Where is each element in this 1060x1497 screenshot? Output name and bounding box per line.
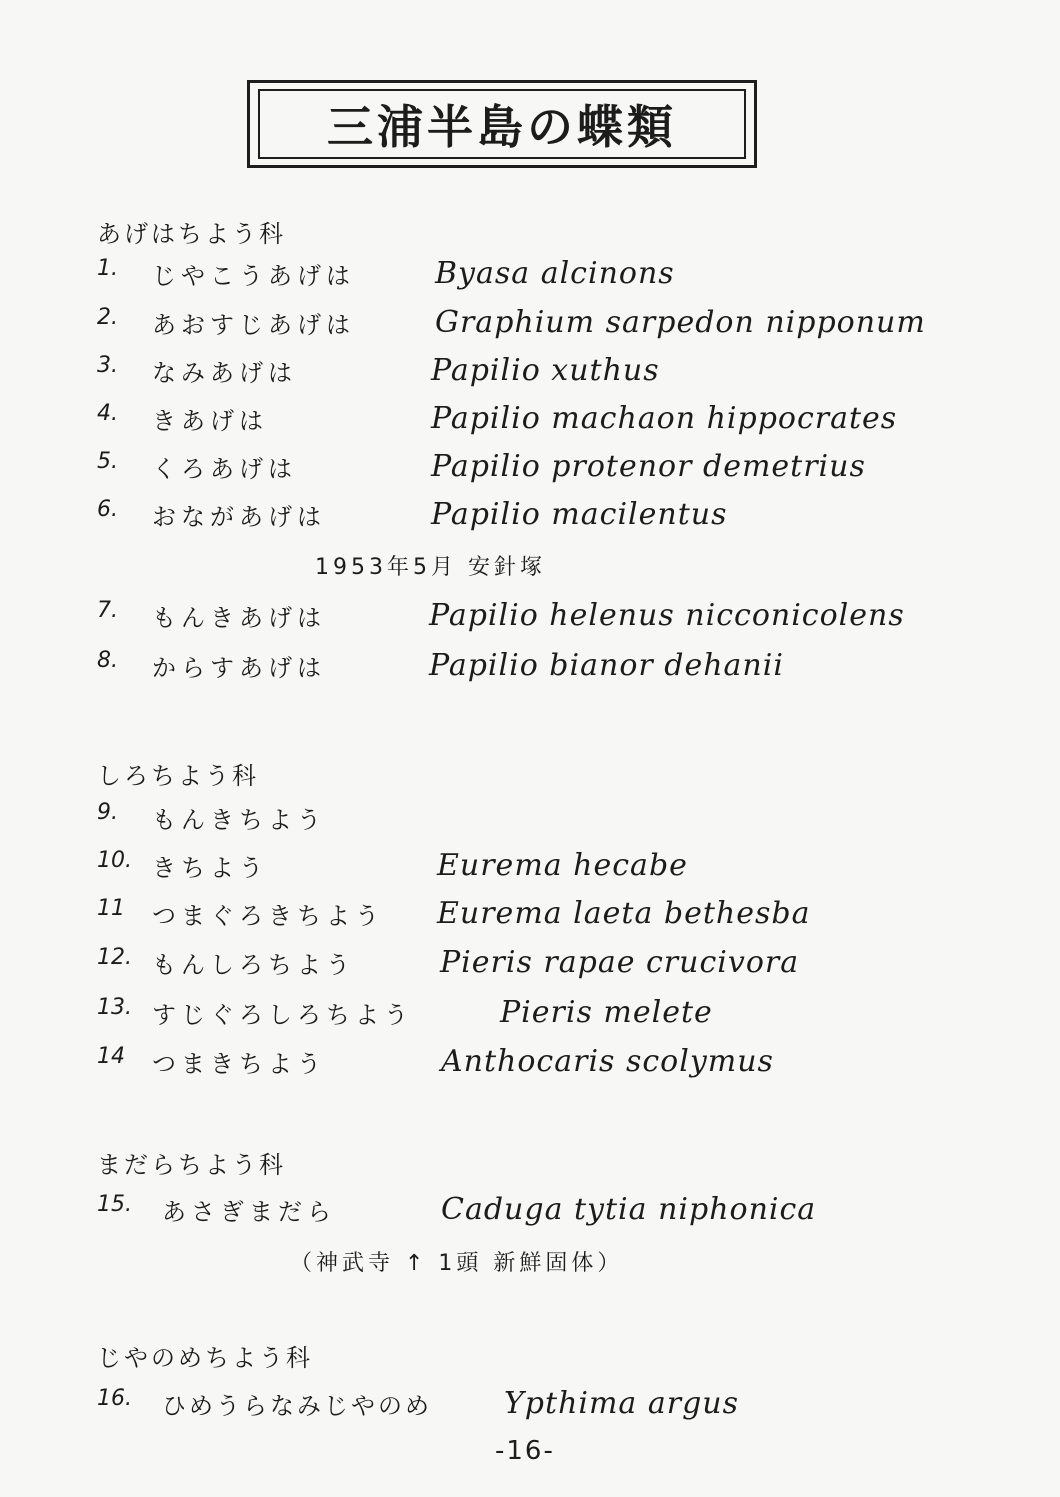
scientific-name: Papilio protenor demetrius xyxy=(431,449,866,484)
scientific-name: Papilio bianor dehanii xyxy=(429,648,784,683)
scientific-name: Papilio macilentus xyxy=(431,497,728,532)
list-item xyxy=(0,648,1060,698)
japanese-name: あさぎまだら xyxy=(162,1198,336,1226)
entry-number: 9. xyxy=(97,800,118,825)
japanese-name: ひめうらなみじやのめ xyxy=(162,1392,432,1420)
list-item xyxy=(0,256,1060,306)
scientific-name: Papilio machaon hippocrates xyxy=(431,401,898,436)
scientific-name: Papilio helenus nicconicolens xyxy=(429,598,905,633)
japanese-name: からすあげは xyxy=(152,654,326,682)
entry-number: 5. xyxy=(97,449,118,474)
scientific-name: Byasa alcinons xyxy=(435,256,675,291)
scientific-name: Eurema laeta bethesba xyxy=(437,896,811,931)
page-number: -16- xyxy=(495,1436,555,1466)
japanese-name: なみあげは xyxy=(152,359,297,387)
japanese-name: きちよう xyxy=(152,854,268,882)
entry-number: 15. xyxy=(97,1192,132,1217)
scientific-name: Pieris rapae crucivora xyxy=(440,945,800,980)
family-heading-pieridae: しろちよう科 xyxy=(97,762,259,790)
japanese-name: もんきちよう xyxy=(152,806,326,834)
entry-number: 2. xyxy=(97,305,118,330)
scientific-name: Eurema hecabe xyxy=(437,848,688,883)
japanese-name: もんきあげは xyxy=(152,604,326,632)
list-item xyxy=(0,995,1060,1045)
family-heading-satyridae: じやのめちよう科 xyxy=(97,1344,313,1372)
collection-note: （神武寺 ↑ 1頭 新鮮固体） xyxy=(290,1251,624,1276)
entry-number: 8. xyxy=(97,648,118,673)
entry-number: 12. xyxy=(97,945,132,970)
scientific-name: Caduga tytia niphonica xyxy=(441,1192,817,1227)
scientific-name: Pieris melete xyxy=(500,995,713,1030)
scientific-name: Papilio xuthus xyxy=(431,353,660,388)
scientific-name: Graphium sarpedon nipponum xyxy=(435,305,926,340)
entry-number: 16. xyxy=(97,1386,132,1411)
entry-number: 3. xyxy=(97,353,118,378)
list-item xyxy=(0,449,1060,499)
japanese-name: すじぐろしろちよう xyxy=(152,1001,413,1029)
collection-note: 1953年5月 安針塚 xyxy=(315,555,546,580)
scientific-name: Anthocaris scolymus xyxy=(441,1044,774,1079)
list-item xyxy=(0,1386,1060,1436)
entry-number: 10. xyxy=(97,848,132,873)
japanese-name: おながあげは xyxy=(152,503,326,531)
japanese-name: つまきちよう xyxy=(152,1050,326,1078)
scientific-name: Ypthima argus xyxy=(504,1386,739,1421)
japanese-name: もんしろちよう xyxy=(152,951,355,979)
japanese-name: つまぐろきちよう xyxy=(152,902,384,930)
list-item xyxy=(0,1044,1060,1094)
japanese-name: あおすじあげは xyxy=(152,311,355,339)
entry-number: 7. xyxy=(97,598,118,623)
japanese-name: きあげは xyxy=(152,407,268,435)
list-item xyxy=(0,848,1060,898)
list-item xyxy=(0,305,1060,355)
page-title: 三浦半島の蝶類 xyxy=(327,100,677,154)
family-heading-papilionidae: あげはちよう科 xyxy=(97,220,286,248)
list-item xyxy=(0,896,1060,946)
title-frame xyxy=(247,80,757,168)
entry-number: 6. xyxy=(97,497,118,522)
entry-number: 1. xyxy=(97,256,118,281)
family-heading-danaidae: まだらちよう科 xyxy=(97,1151,286,1179)
japanese-name: くろあげは xyxy=(152,455,297,483)
list-item xyxy=(0,353,1060,403)
japanese-name: じやこうあげは xyxy=(152,262,355,290)
list-item xyxy=(0,401,1060,451)
entry-number: 11 xyxy=(97,896,125,921)
list-item xyxy=(0,598,1060,648)
entry-number: 13. xyxy=(97,995,132,1020)
list-item xyxy=(0,1192,1060,1242)
list-item xyxy=(0,800,1060,850)
entry-number: 4. xyxy=(97,401,118,426)
list-item xyxy=(0,497,1060,547)
entry-number: 14 xyxy=(97,1044,125,1069)
list-item xyxy=(0,945,1060,995)
